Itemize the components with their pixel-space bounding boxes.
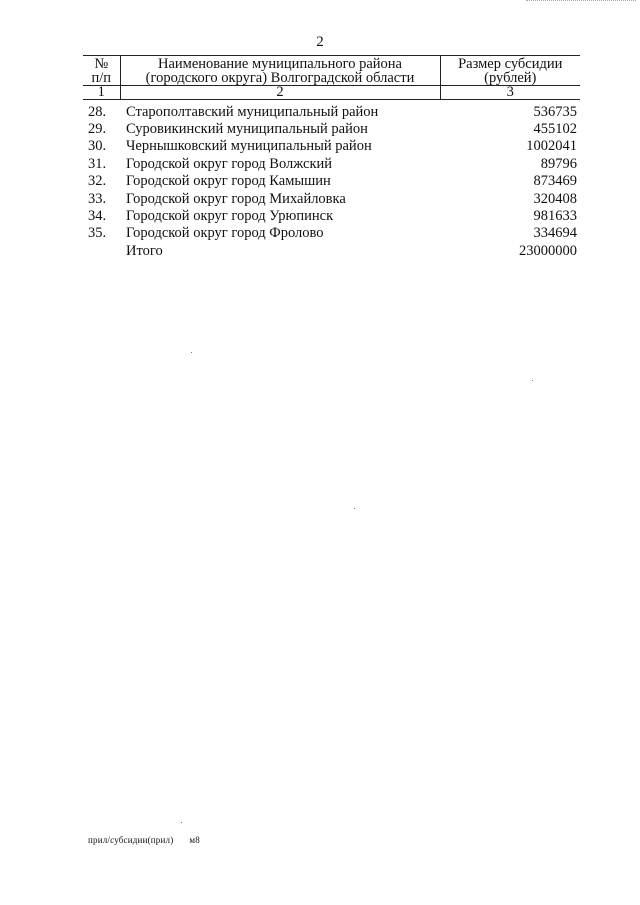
- scan-speck: [191, 352, 192, 353]
- row-name: Чернышковский муниципальный район: [126, 138, 372, 155]
- row-name: Городской округ город Фролово: [126, 225, 324, 242]
- row-number: 33.: [88, 190, 107, 207]
- total-amount: 23000000: [519, 242, 577, 259]
- scan-speck: [532, 380, 533, 381]
- row-amount: 536735: [533, 103, 577, 120]
- header-amount: [440, 56, 580, 86]
- table-row: [83, 156, 580, 173]
- column-number-1: 1: [83, 86, 120, 100]
- row-amount: 1002041: [526, 138, 577, 155]
- table-body: [83, 100, 580, 261]
- table-row: [83, 225, 580, 242]
- row-amount: 89796: [540, 155, 577, 172]
- row-number: 30.: [88, 138, 107, 155]
- scan-edge-mark: [526, 0, 636, 3]
- table-row: [83, 138, 580, 155]
- row-number: 29.: [88, 120, 107, 137]
- column-number-3: 3: [440, 86, 580, 100]
- table-row: [83, 121, 580, 138]
- total-row: [83, 243, 580, 260]
- header-amount-line2: (рублей): [484, 70, 537, 86]
- column-number-2: 2: [120, 86, 440, 100]
- table-row: [83, 191, 580, 208]
- row-number: 35.: [88, 225, 107, 242]
- row-name: Суровикинский муниципальный район: [126, 120, 368, 137]
- footer: [88, 835, 200, 845]
- header-name-line1: Наименование муниципального района: [158, 56, 402, 72]
- subsidy-table: [83, 55, 580, 260]
- row-name: Городской округ город Камышин: [126, 173, 331, 190]
- table-row: [83, 208, 580, 225]
- header-name-line2: (городского округа) Волгоградской области: [145, 70, 415, 86]
- header-name: [120, 56, 440, 86]
- footer-code: м8: [189, 835, 201, 845]
- total-label: Итого: [126, 242, 163, 259]
- header-number-line2: п/п: [91, 70, 112, 86]
- row-amount: 334694: [533, 225, 577, 242]
- row-number: 28.: [88, 103, 107, 120]
- footer-file-name: прил/субсидии(прил): [88, 835, 174, 845]
- row-number: 34.: [88, 207, 107, 224]
- row-amount: 320408: [533, 190, 577, 207]
- row-name: Городской округ город Волжский: [126, 155, 333, 172]
- page-number: 2: [316, 34, 324, 50]
- row-name: Городской округ город Урюпинск: [126, 207, 334, 224]
- scan-speck: [181, 822, 182, 823]
- row-name: Старополтавский муниципальный район: [126, 103, 379, 120]
- table-row: [83, 173, 580, 190]
- header-number-line1: №: [94, 56, 109, 72]
- row-number: 32.: [88, 173, 107, 190]
- row-amount: 981633: [533, 207, 577, 224]
- column-number-row: [83, 86, 580, 100]
- table-header-row: [83, 56, 580, 86]
- row-amount: 455102: [533, 120, 577, 137]
- row-number: 31.: [88, 155, 107, 172]
- table-row: [83, 104, 580, 121]
- scan-speck: [354, 508, 355, 509]
- row-amount: 873469: [533, 173, 577, 190]
- header-amount-line1: Размер субсидии: [458, 56, 563, 72]
- header-number: [83, 56, 120, 86]
- row-name: Городской округ город Михайловка: [126, 190, 346, 207]
